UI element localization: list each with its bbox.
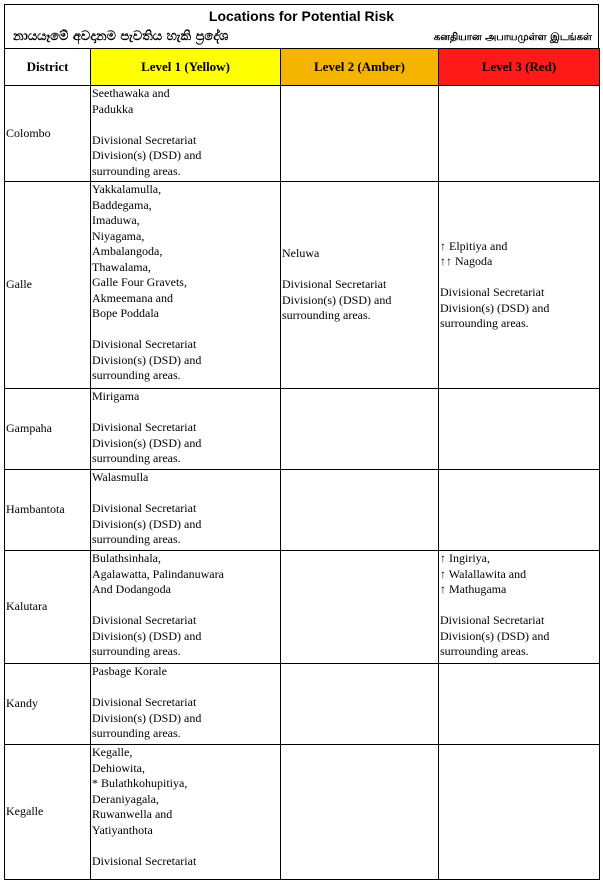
table-row — [5, 664, 600, 745]
level-3-text: ↑ Elpitiya and ↑↑ Nagoda Divisional Secretariat Division(s) (DSD) and surrounding areas. — [440, 238, 550, 330]
district-cell: Kegalle — [5, 745, 91, 880]
district-cell: Colombo — [5, 86, 91, 182]
district-cell: Hambantota — [5, 470, 91, 551]
column-header-district: District — [5, 49, 91, 86]
level-1-text: Seethawaka and Padukka Divisional Secretariat Division(s) (DSD) and surrounding areas. — [92, 86, 202, 178]
level-2-cell — [281, 389, 439, 470]
column-header-level-2: Level 2 (Amber) — [281, 49, 439, 86]
level-2-cell — [281, 664, 439, 745]
level-3-text: ↑ Ingiriya, ↑ Walallawita and ↑ Mathugama Divisional Secretariat Division(s) (DSD) and surrounding areas. — [440, 551, 550, 658]
level-3-cell — [439, 551, 600, 664]
level-1-cell — [91, 389, 281, 470]
district-cell: Gampaha — [5, 389, 91, 470]
table-row — [5, 86, 600, 182]
district-cell: Kandy — [5, 664, 91, 745]
document-title: Locations for Potential Risk — [208, 8, 395, 24]
level-1-text: Walasmulla Divisional Secretariat Division(s) (DSD) and surrounding areas. — [92, 470, 202, 546]
table-row — [5, 470, 600, 551]
level-1-cell — [91, 86, 281, 182]
level-1-cell — [91, 182, 281, 389]
level-1-cell — [91, 664, 281, 745]
district-cell: Galle — [5, 182, 91, 389]
level-1-text: Mirigama Divisional Secretariat Division(s) (DSD) and surrounding areas. — [92, 389, 202, 465]
table-row — [5, 551, 600, 664]
level-3-cell — [439, 182, 600, 389]
level-1-cell — [91, 551, 281, 664]
level-3-cell — [439, 86, 600, 182]
column-header-level-3: Level 3 (Red) — [439, 49, 600, 86]
table-row — [5, 745, 600, 880]
level-2-cell — [281, 182, 439, 389]
level-3-cell — [439, 745, 600, 880]
level-2-cell — [281, 551, 439, 664]
level-1-cell — [91, 745, 281, 880]
table-row — [5, 389, 600, 470]
level-1-text: Pasbage Korale Divisional Secretariat Division(s) (DSD) and surrounding areas. — [92, 664, 202, 740]
level-3-cell — [439, 664, 600, 745]
level-2-cell — [281, 86, 439, 182]
district-cell: Kalutara — [5, 551, 91, 664]
level-2-cell — [281, 745, 439, 880]
level-1-text: Kegalle, Dehiowita, * Bulathkohupitiya, Deraniyagala, Ruwanwella and Yatiyanthota Divisional Secretariat — [92, 745, 197, 868]
level-1-text: Bulathsinhala, Agalawatta, Palindanuwara And Dodangoda Divisional Secretariat Division(s) (DSD) and surrounding areas. — [92, 551, 224, 658]
sinhala-title: නායයෑමේ අවදානම පැවතිය හැකි ප්‍රදේශ — [13, 29, 229, 44]
level-1-text: Yakkalamulla, Baddegama, Imaduwa, Niyagama, Ambalangoda, Thawalama, Galle Four Gravets, Akmeemana and Bope Poddala Divisional Secretariat Division(s) (DSD) and surrounding areas. — [92, 182, 202, 382]
level-3-cell — [439, 470, 600, 551]
level-3-cell — [439, 389, 600, 470]
level-2-text: Neluwa Divisional Secretariat Division(s) (DSD) and surrounding areas. — [282, 246, 392, 323]
document-header — [4, 4, 599, 48]
level-1-cell — [91, 470, 281, 551]
level-2-cell — [281, 470, 439, 551]
tamil-title: கனதியான அபாயமுள்ள இடங்கள் — [433, 32, 592, 43]
table-header-row — [5, 49, 600, 86]
column-header-level-1: Level 1 (Yellow) — [91, 49, 281, 86]
risk-table — [4, 48, 600, 880]
table-row — [5, 182, 600, 389]
